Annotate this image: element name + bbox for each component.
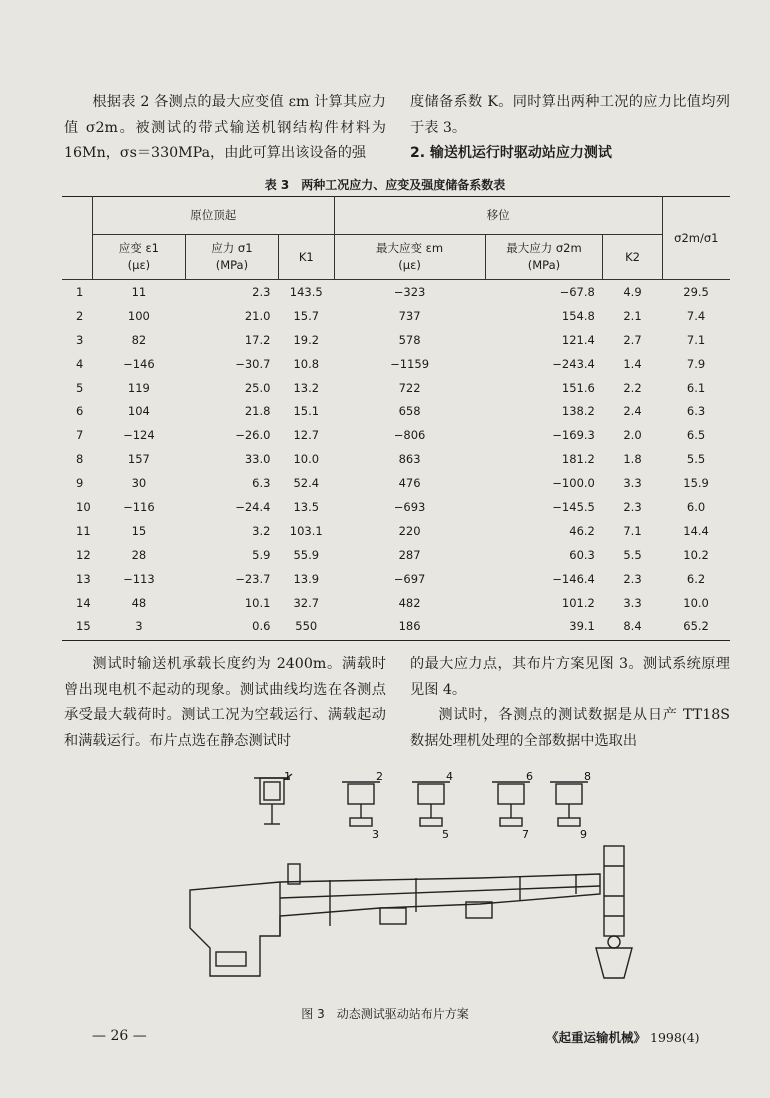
table-cell: 46.2 (569, 523, 595, 538)
group-header-in-situ: 原位顶起 (92, 196, 334, 235)
table-cell: 21.8 (244, 404, 271, 419)
table-cell: 100 (127, 308, 150, 323)
table-cell: 154.8 (561, 308, 595, 323)
table-cell: 6.3 (686, 404, 706, 419)
table-row (62, 471, 730, 495)
table-cell: 220 (398, 523, 421, 538)
table-cell: −145.5 (552, 499, 595, 514)
table-cell: −806 (393, 428, 426, 443)
table-cell: 30 (131, 476, 147, 491)
table-bottom-rule (62, 640, 730, 641)
table-cell: 65.2 (683, 619, 709, 634)
table-cell: 12 (76, 547, 91, 562)
table-cell: −67.8 (559, 284, 595, 299)
col-index-header (62, 196, 92, 280)
table-cell: 55.9 (293, 547, 320, 562)
col-header-stress-label: 应力 σ1 (211, 241, 253, 255)
table-cell: 10.0 (683, 595, 709, 610)
table-cell: 578 (398, 332, 421, 347)
table-cell: 101.2 (561, 595, 595, 610)
table-cell: −323 (393, 284, 426, 299)
table-cell: 1.4 (623, 356, 642, 371)
table-cell: 6.2 (686, 571, 706, 586)
col-header-max-strain-label: 最大应变 εm (376, 241, 444, 255)
table-cell: 2.4 (623, 404, 642, 419)
page-number: — 26 — (92, 1028, 147, 1044)
table-cell: 6.5 (686, 428, 706, 443)
table-row (62, 543, 730, 567)
paragraph-stress-calc: 根据表 2 各测点的最大应变值 εm 计算其应力值 σ2m。被测试的带式输送机钢结构件材料为 16Mn，σs＝330MPa，由此可算出该设备的强 (64, 94, 386, 161)
figure-3-caption: 图 3 动态测试驱动站布片方案 (301, 1007, 469, 1021)
table-cell: 15 (76, 619, 91, 634)
table-cell: −24.4 (235, 499, 271, 514)
journal-name: 《起重运输机械》 (546, 1030, 647, 1045)
table-cell: 5 (76, 380, 84, 395)
point-label-9: 9 (580, 828, 587, 841)
table-cell: 14.4 (683, 523, 709, 538)
point-label-5: 5 (442, 828, 449, 841)
table-cell: 2.7 (623, 332, 642, 347)
table-cell: −116 (123, 499, 155, 514)
table-cell: 737 (398, 308, 421, 323)
table-cell: −697 (393, 571, 426, 586)
table-cell: 48 (131, 595, 147, 610)
table-cell: 8 (76, 452, 84, 467)
table-cell: 4 (76, 356, 84, 371)
cross-section-2-3 (342, 782, 380, 826)
table-cell: 138.2 (561, 404, 595, 419)
table-cell: 39.1 (569, 619, 595, 634)
right-column-bottom (410, 652, 730, 754)
paragraph-test-conditions: 测试时输送机承载长度约为 2400m。满载时曾出现电机不起动的现象。测试曲线均选在各测点承受最大载荷时。测试工况为空载运行、满载起动和满载运行。布片点选在静态测试时 (64, 656, 386, 749)
table-cell: 60.3 (569, 547, 595, 562)
table-cell: −243.4 (552, 356, 595, 371)
table-cell: 3 (76, 332, 84, 347)
table-cell: 482 (398, 595, 421, 610)
point-label-4: 4 (446, 770, 453, 783)
table-cell: 3.2 (252, 523, 271, 538)
point-label-7: 7 (522, 828, 529, 841)
table-cell: 287 (398, 547, 421, 562)
table-cell: 9 (76, 476, 84, 491)
table-cell: −23.7 (235, 571, 271, 586)
table-row (62, 495, 730, 519)
table-row (62, 399, 730, 423)
table-row (62, 614, 730, 638)
table-cell: −169.3 (552, 428, 595, 443)
left-column-bottom (64, 652, 386, 754)
table-cell: 2.0 (623, 428, 642, 443)
table-cell: 2.1 (623, 308, 642, 323)
table-cell: 52.4 (293, 476, 320, 491)
drive-station-elevation (190, 846, 632, 978)
figure-3-drawing (180, 766, 640, 1006)
col-header-max-stress-unit: (MPa) (527, 258, 561, 272)
cross-section-8-9 (550, 782, 588, 826)
table-cell: 7.1 (623, 523, 642, 538)
journal-issue: 1998(4) (650, 1030, 700, 1045)
col-header-k2: K2 (603, 235, 662, 280)
col-header-max-stress (485, 235, 603, 280)
table-row (62, 567, 730, 591)
table-cell: 863 (398, 452, 421, 467)
table-cell: −124 (123, 428, 155, 443)
table-cell: 121.4 (561, 332, 595, 347)
col-header-k1: K1 (278, 235, 334, 280)
table-cell: 7 (76, 428, 84, 443)
table-cell: 7.4 (686, 308, 706, 323)
table-cell: 119 (127, 380, 150, 395)
left-column-top (64, 90, 386, 167)
table-cell: 10.8 (293, 356, 320, 371)
table-cell: 11 (131, 284, 147, 299)
table-row (62, 304, 730, 328)
table-cell: 6.0 (686, 499, 706, 514)
col-header-ratio: σ2m/σ1 (662, 196, 730, 280)
point-label-3: 3 (372, 828, 379, 841)
table-cell: −100.0 (552, 476, 595, 491)
col-header-stress-unit: (MPa) (215, 258, 249, 272)
table-cell: 11 (76, 523, 91, 538)
table-cell: 17.2 (244, 332, 271, 347)
section-heading-2: 2. 输送机运行时驱动站应力测试 (410, 145, 612, 161)
paragraph-data-source: 测试时，各测点的测试数据是从日产 TT18S 数据处理机处理的全部数据中选取出 (410, 707, 730, 749)
table-cell: 186 (398, 619, 421, 634)
table-cell: 157 (127, 452, 150, 467)
table-cell: −30.7 (235, 356, 271, 371)
col-header-strain-label: 应变 ε1 (118, 241, 159, 255)
table-cell: 13.5 (293, 499, 320, 514)
col-header-stress (185, 235, 278, 280)
table-cell: 15.9 (683, 476, 709, 491)
col-header-max-strain (334, 235, 485, 280)
paragraph-layout-ref: 的最大应力点，其布片方案见图 3。测试系统原理见图 4。 (410, 656, 730, 698)
col-header-max-strain-unit: (με) (398, 258, 421, 272)
table-cell: 33.0 (244, 452, 271, 467)
table-cell: 3 (135, 619, 143, 634)
table-cell: 7.9 (686, 356, 706, 371)
table-cell: 1.8 (623, 452, 642, 467)
table-cell: 12.7 (293, 428, 320, 443)
table-cell: 15.1 (293, 404, 320, 419)
table-cell: 2.3 (623, 571, 642, 586)
table-cell: 13.2 (293, 380, 320, 395)
point-label-2: 2 (376, 770, 383, 783)
table-cell: 32.7 (293, 595, 320, 610)
right-column-top (410, 90, 730, 167)
table-cell: 0.6 (252, 619, 271, 634)
table-row (62, 519, 730, 543)
table-cell: −146.4 (552, 571, 595, 586)
cross-section-6-7 (492, 782, 530, 826)
table-cell: 13 (76, 571, 91, 586)
table-cell: 2.3 (252, 284, 271, 299)
table-cell: −1159 (390, 356, 430, 371)
table-row (62, 423, 730, 447)
table-cell: 10 (76, 499, 91, 514)
table-cell: 6.3 (252, 476, 271, 491)
table-cell: 1 (76, 284, 84, 299)
table-cell: 7.1 (686, 332, 706, 347)
table-cell: 5.9 (252, 547, 271, 562)
point-label-1: 1 (284, 770, 291, 783)
table-row (62, 591, 730, 615)
table-cell: 5.5 (686, 452, 706, 467)
table-cell: 658 (398, 404, 421, 419)
table-row (62, 352, 730, 376)
table-cell: 14 (76, 595, 91, 610)
point-label-6: 6 (526, 770, 533, 783)
table-cell: 4.9 (623, 284, 642, 299)
table-cell: 3.3 (623, 595, 642, 610)
col-header-strain-unit: (με) (127, 258, 151, 272)
table-cell: 151.6 (561, 380, 595, 395)
table-cell: 15 (131, 523, 147, 538)
table-cell: −146 (123, 356, 155, 371)
journal-footer (546, 1028, 700, 1046)
table-cell: 28 (131, 547, 147, 562)
table-cell: 15.7 (293, 308, 320, 323)
table-cell: −26.0 (235, 428, 271, 443)
table-cell: 10.1 (244, 595, 271, 610)
point-labels (284, 770, 591, 841)
table-cell: 82 (131, 332, 147, 347)
table-cell: 8.4 (623, 619, 642, 634)
point-label-8: 8 (584, 770, 591, 783)
table-row (62, 447, 730, 471)
table-3 (62, 196, 730, 638)
table-cell: 143.5 (289, 284, 323, 299)
table-cell: 29.5 (683, 284, 709, 299)
table-cell: 5.5 (623, 547, 642, 562)
table-cell: 104 (127, 404, 150, 419)
table-cell: 10.0 (293, 452, 320, 467)
table-cell: 25.0 (244, 380, 271, 395)
col-header-max-stress-label: 最大应力 σ2m (506, 241, 582, 255)
table-cell: 2.3 (623, 499, 642, 514)
table-3-body (62, 280, 730, 639)
cross-section-4-5 (412, 782, 450, 826)
table-cell: 6 (76, 404, 84, 419)
table-row (62, 280, 730, 304)
table-cell: 10.2 (683, 547, 709, 562)
table-cell: 2.2 (623, 380, 642, 395)
table-cell: 722 (398, 380, 421, 395)
table-cell: 2 (76, 308, 84, 323)
table-cell: 476 (398, 476, 421, 491)
table-cell: 550 (295, 619, 318, 634)
table-cell: −113 (123, 571, 155, 586)
table-cell: 3.3 (623, 476, 642, 491)
table-cell: 13.9 (293, 571, 320, 586)
table-row (62, 328, 730, 352)
table-cell: 103.1 (289, 523, 323, 538)
paragraph-safety-factor: 度储备系数 K。同时算出两种工况的应力比值均列于表 3。 (410, 94, 730, 136)
table-cell: 181.2 (561, 452, 595, 467)
table-row (62, 376, 730, 400)
table-cell: 19.2 (293, 332, 320, 347)
table-3-title: 表 3 两种工况应力、应变及强度储备系数表 (264, 178, 506, 192)
table-cell: −693 (393, 499, 426, 514)
col-header-strain (92, 235, 185, 280)
group-header-shift: 移位 (334, 196, 662, 235)
table-cell: 21.0 (244, 308, 271, 323)
table-cell: 6.1 (686, 380, 706, 395)
